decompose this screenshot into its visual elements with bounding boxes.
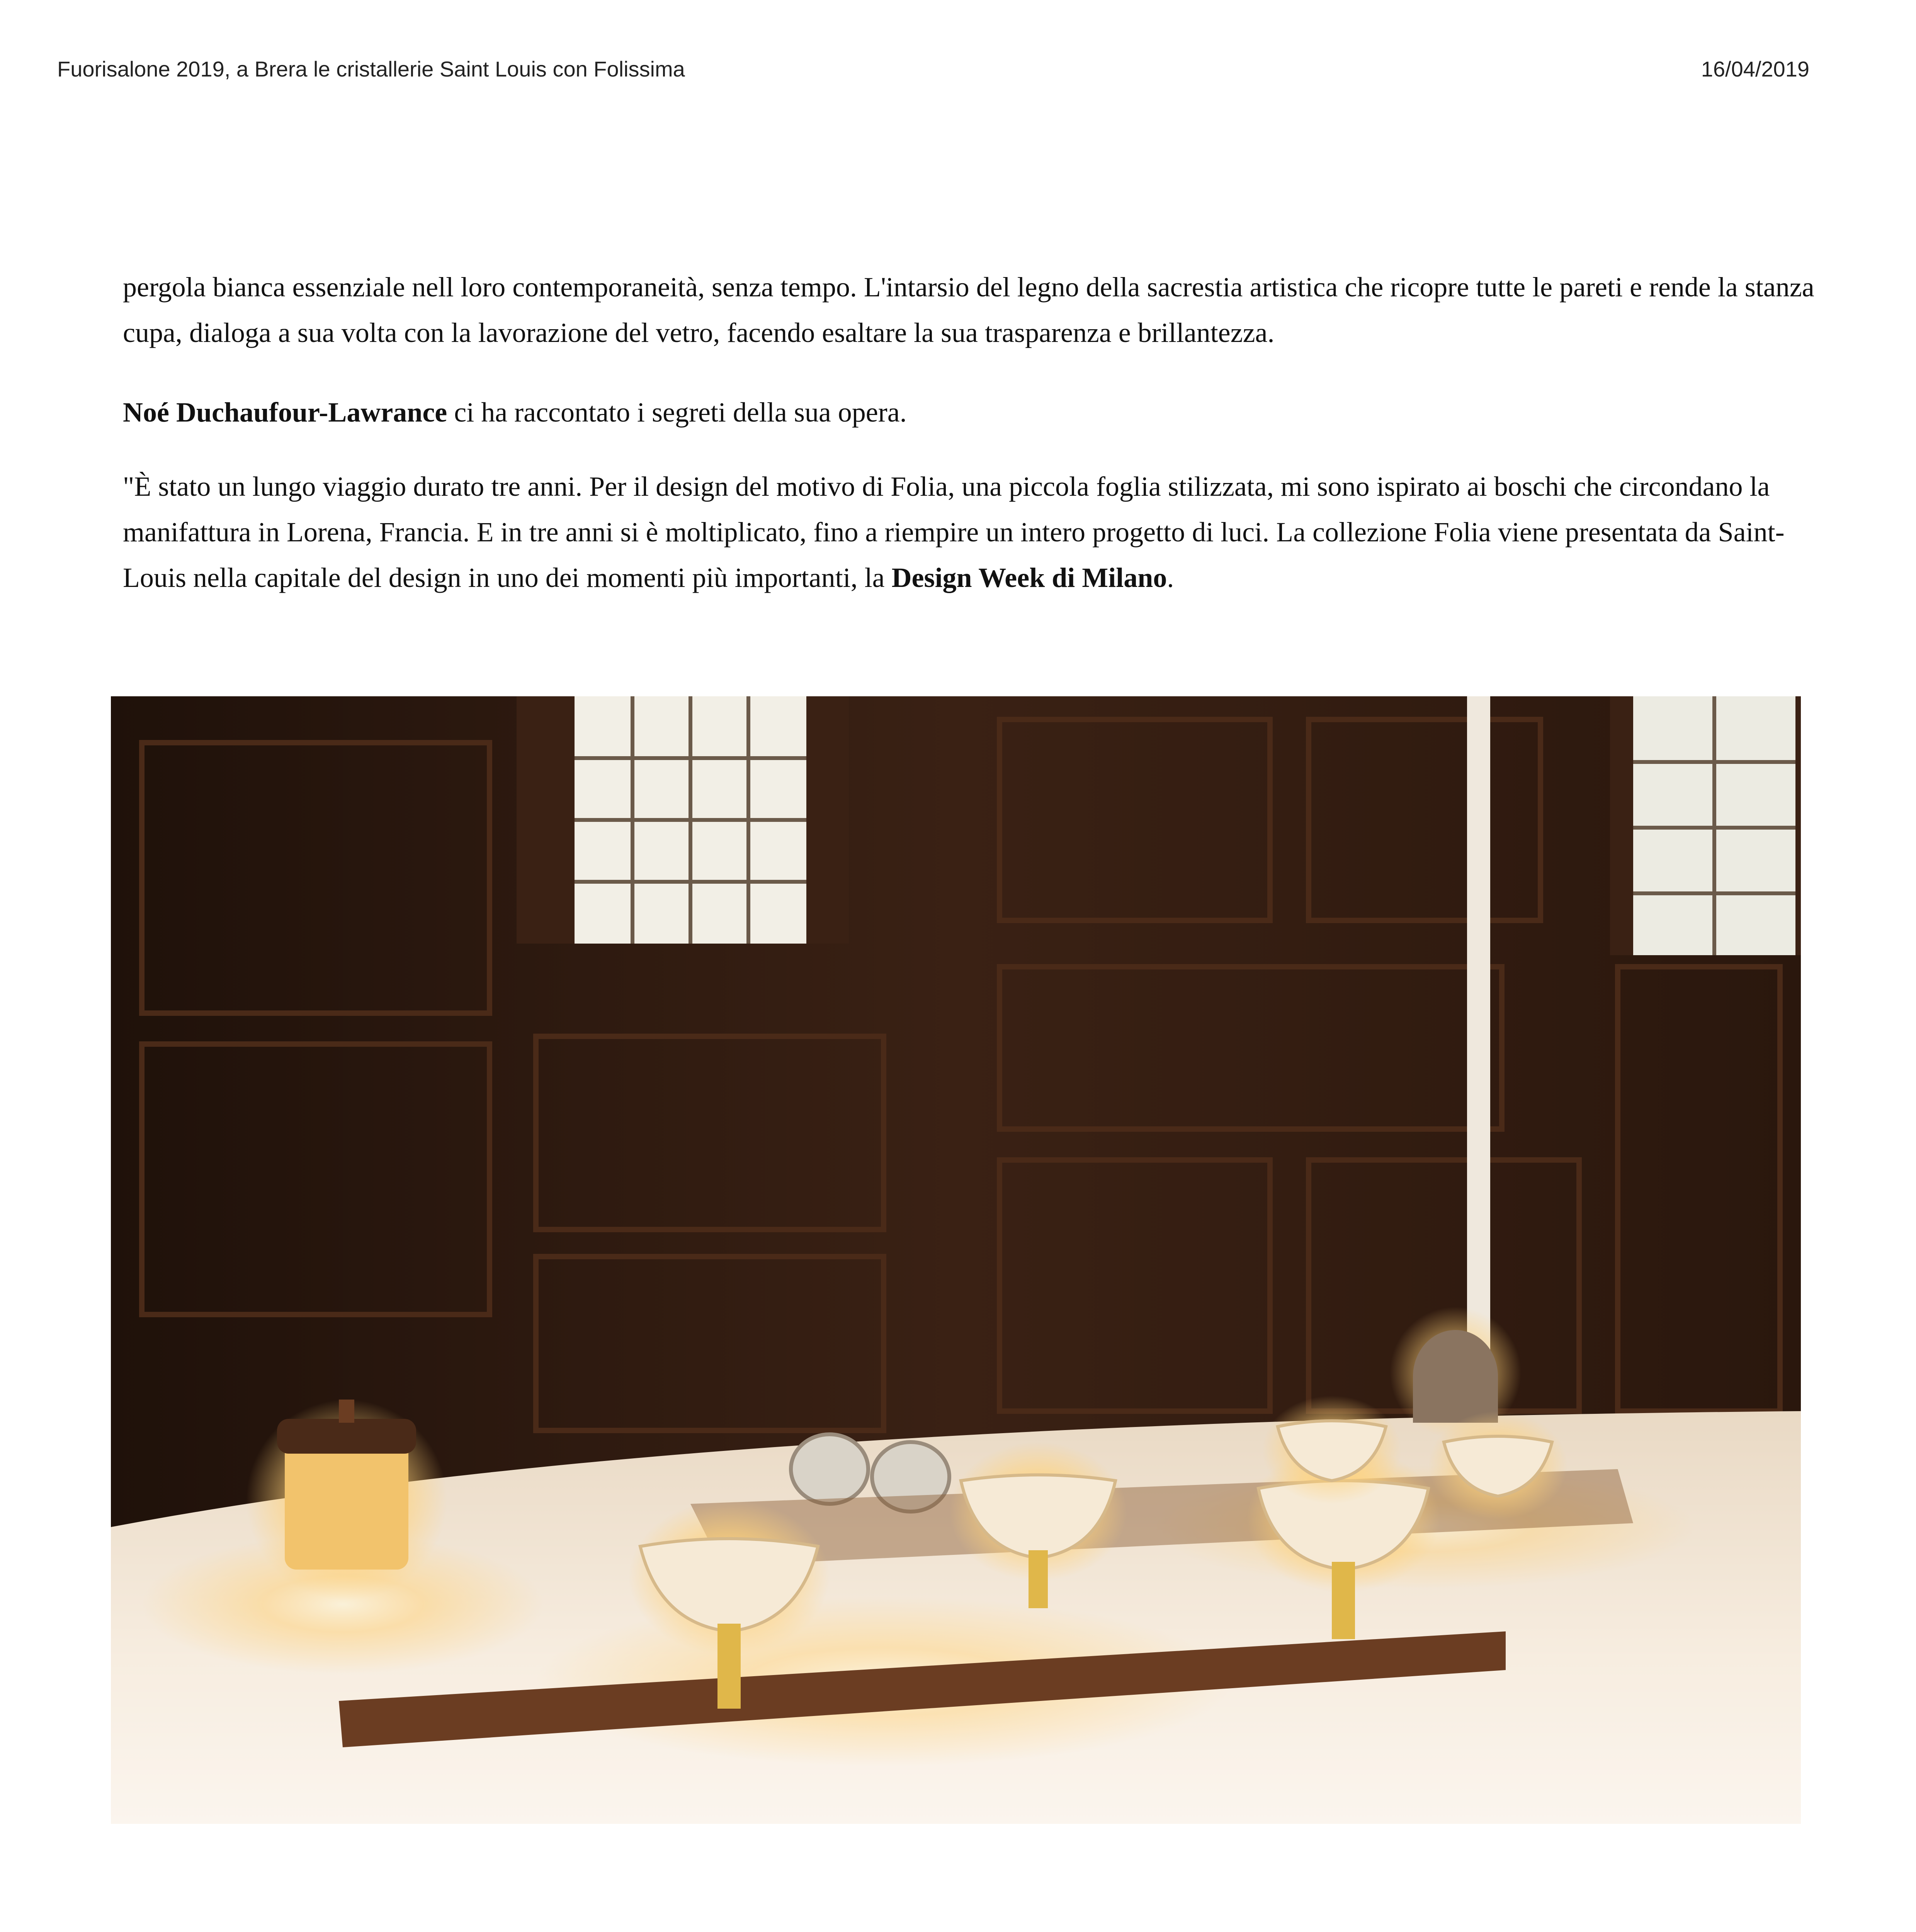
article-photo [111,696,1801,1824]
window-right [1610,696,1801,955]
header-title: Fuorisalone 2019, a Brera le cristallerie Saint Louis con Folissima [57,57,685,81]
paragraph-intro: pergola bianca essenziale nell loro contemporaneità, senza tempo. L'intarsio del legno della sacrestia artistica che ricopre tutte le pareti e rende la stanza cupa, dialoga a sua volta con la lavorazione del vetro, facendo esaltare la sua trasparenza e brillantezza. [123,272,1814,348]
paragraph-quote [123,464,1823,600]
quote-end: . [1167,562,1174,593]
paragraph-designer-text: ci ha raccontato i segreti della sua opera. [447,397,907,428]
paragraph-designer [123,389,1823,435]
quote-text: "È stato un lungo viaggio durato tre anni. Per il design del motivo di Folia, una piccola foglia stilizzata, mi sono ispirato ai boschi che circondano la manifattura in Lorena, Francia. E in tre anni si è moltiplicato, fino a riempire un intero progetto di luci. La collezione Folia viene presentata da Saint-Louis nella capitale del design in uno dei momenti più importanti, la [123,471,1785,593]
header-date: 16/04/2019 [1701,57,1809,81]
design-week-label: Design Week di Milano [891,562,1167,593]
designer-name: Noé Duchaufour-Lawrance [123,397,447,428]
lantern-left [246,1400,447,1600]
window-left [517,696,849,944]
installation-photo-illustration [111,696,1801,1824]
